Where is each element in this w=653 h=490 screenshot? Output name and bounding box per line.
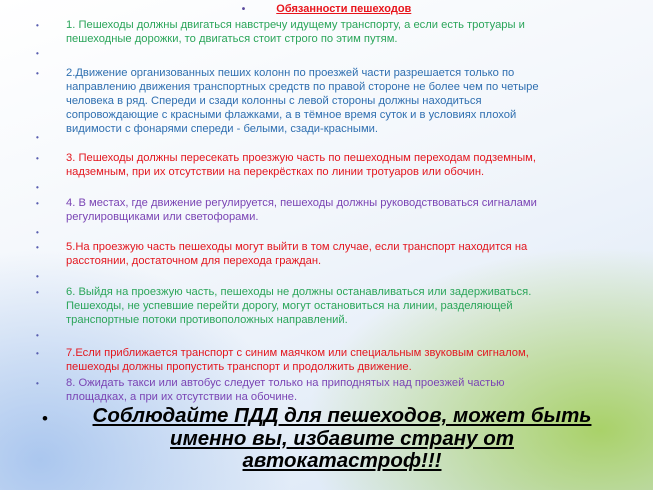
list-bullet: • bbox=[36, 243, 39, 252]
list-item-text: 2.Движение организованных пеших колонн по проезжей части разрешается только по направлению движения транспортных средств по правой стороне не более чем по четыре человека в ряд. Спереди и сзади колонны с левой стороны должны находиться сопровождающие с красными флажками, а в тёмное время суток и в условиях плохой видимости с фонарями спереди - белыми, сзади-красными. bbox=[66, 67, 539, 135]
closing-bullet: • bbox=[42, 409, 48, 428]
list-item-text: 7.Если приближается транспорт с синим маячком или специальным звуковым сигналом, пешеходы должны пропустить транспорт и продолжить движение. bbox=[66, 347, 529, 373]
list-item-text: 3. Пешеходы должны пересекать проезжую часть по пешеходным переходам подземным, надземным, при их отсутствии на перекрёстках по линии тротуаров или обочин. bbox=[66, 152, 536, 178]
title-bullet: • bbox=[241, 4, 246, 15]
list-item-text: 1. Пешеходы должны двигаться навстречу идущему транспорту, а если есть тротуары и пешеходные дорожки, то двигаться стоит строго по этим путям. bbox=[66, 19, 525, 45]
list-item-text: 5.На проезжую часть пешеходы могут выйти в том случае, если транспорт находится на расстоянии, достаточном для перехода граждан. bbox=[66, 241, 528, 267]
list-bullet: • bbox=[36, 69, 39, 78]
list-bullet: • bbox=[36, 154, 39, 163]
list-bullet: • bbox=[36, 228, 39, 237]
list-bullet: • bbox=[36, 331, 39, 340]
list-bullet: • bbox=[36, 199, 39, 208]
list-item-text: 6. Выйдя на проезжую часть, пешеходы не должны останавливаться или задерживаться. Пешеходы, не успевшие перейти дорогу, могут остановиться на линии, разделяющей транспортные потоки противоположных направлений. bbox=[66, 286, 532, 326]
list-bullet: • bbox=[36, 133, 39, 142]
list-bullet: • bbox=[36, 272, 39, 281]
list-bullet: • bbox=[36, 288, 39, 297]
list-bullet: • bbox=[36, 349, 39, 358]
list-bullet: • bbox=[36, 379, 39, 388]
title-text: Обязанности пешеходов bbox=[276, 3, 412, 15]
closing-text: Соблюдайте ПДД для пешеходов, может быть именно вы, избавите страну от автокатастроф!!! bbox=[92, 404, 592, 472]
list-bullet: • bbox=[36, 49, 39, 58]
list-item-text: 8. Ожидать такси или автобус следует только на приподнятых над проезжей частью площадках, а при их отсутствии на обочине. bbox=[66, 377, 505, 403]
list-bullet: • bbox=[36, 183, 39, 192]
list-item-text: 4. В местах, где движение регулируется, пешеходы должны руководствоваться сигналами регулировщиками или светофорами. bbox=[66, 197, 537, 223]
list-bullet: • bbox=[36, 21, 39, 30]
slide-title bbox=[0, 3, 653, 15]
